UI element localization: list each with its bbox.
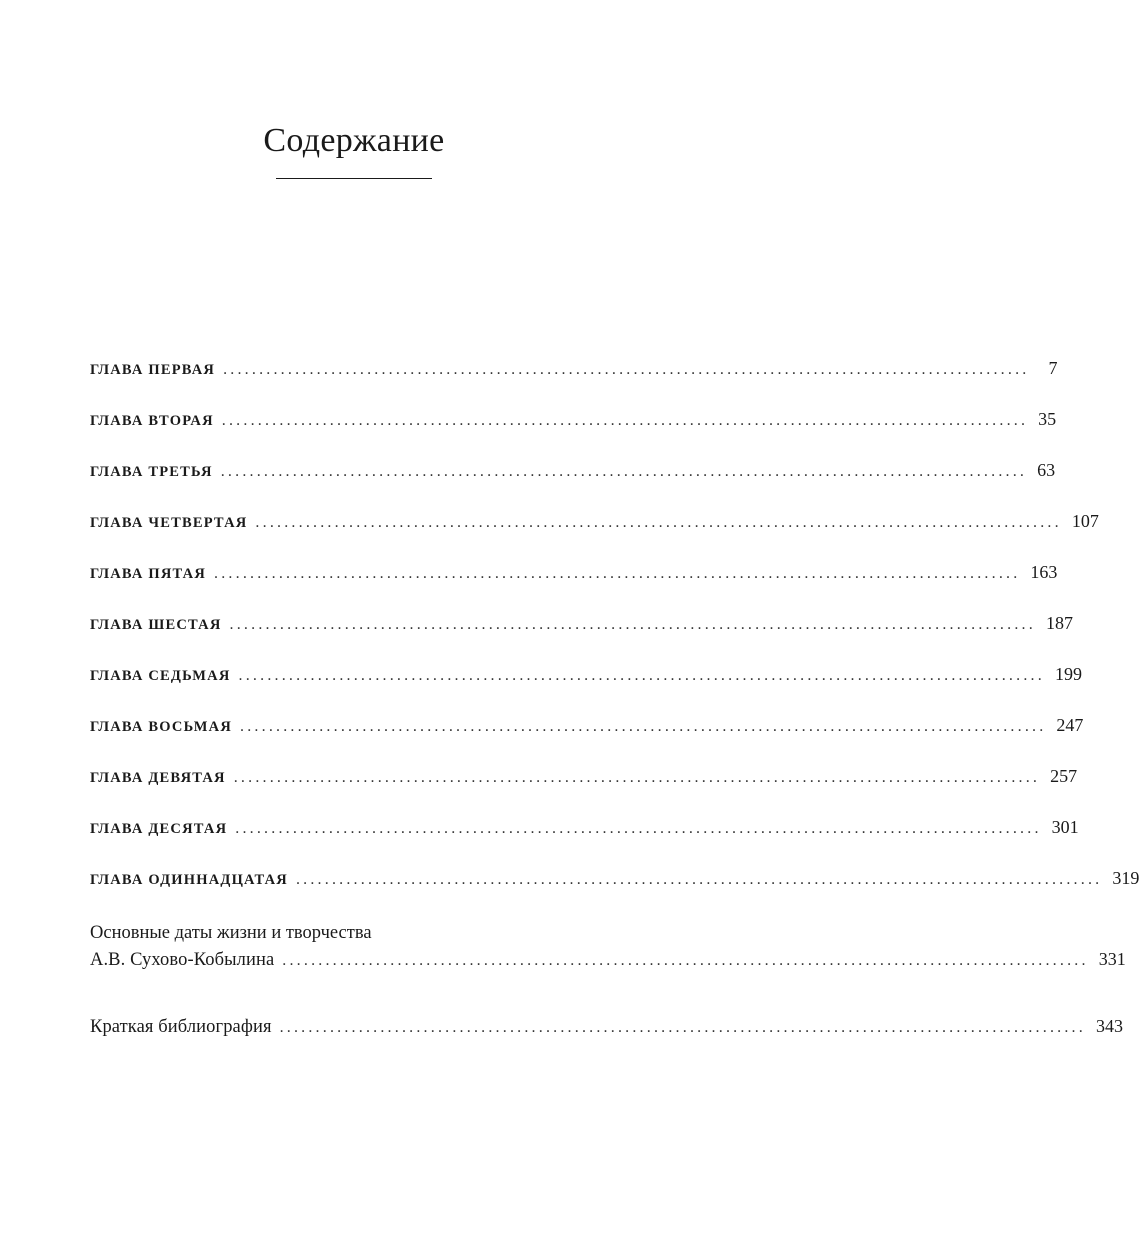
- toc-entry[interactable]: [90, 862, 1139, 913]
- toc-entry-label: ГЛАВА СЕДЬМАЯ: [90, 668, 231, 684]
- toc-entry-page: 7: [1048, 358, 1058, 378]
- toc-entry-page: 301: [1051, 817, 1079, 837]
- leader-dots: ................................................................................................................: [235, 820, 1042, 837]
- toc-entry-label-line1: Основные даты жизни и творчества: [90, 923, 372, 943]
- leader-dots: ................................................................................................................: [282, 952, 1089, 969]
- leader-dots: ................................................................................................................: [238, 667, 1045, 684]
- toc-entry-label: ГЛАВА ВОСЬМАЯ: [90, 719, 233, 735]
- leader-dots: ................................................................................................................: [233, 769, 1041, 786]
- leader-dots: ................................................................................................................: [220, 463, 1028, 480]
- toc-entry-page: 107: [1071, 511, 1099, 531]
- toc-entry[interactable]: [90, 403, 1057, 454]
- toc-entry[interactable]: [90, 658, 1082, 709]
- leader-dots: ................................................................................................................: [223, 361, 1030, 378]
- leader-dots: ................................................................................................................: [214, 565, 1021, 582]
- toc-entry-page: 199: [1054, 664, 1082, 684]
- toc-entry-page: 163: [1030, 562, 1058, 582]
- toc-entry-chronology[interactable]: [90, 917, 1126, 987]
- leader-dots: ................................................................................................................: [255, 514, 1062, 531]
- toc-entry-label: ГЛАВА ОДИННАДЦАТАЯ: [90, 872, 288, 888]
- leader-dots: ................................................................................................................: [221, 412, 1029, 429]
- table-of-contents: [90, 352, 1139, 1058]
- toc-entry[interactable]: [90, 505, 1099, 556]
- toc-entry[interactable]: [90, 352, 1058, 403]
- toc-entry-label: ГЛАВА ПЯТАЯ: [90, 566, 207, 582]
- toc-entry[interactable]: [90, 454, 1056, 505]
- toc-entry-label: ГЛАВА ПЕРВАЯ: [90, 362, 216, 378]
- leader-dots: ................................................................................................................: [229, 616, 1036, 633]
- toc-entry-page: 331: [1098, 949, 1126, 969]
- leader-dots: ................................................................................................................: [240, 718, 1047, 735]
- toc-entry-label: ГЛАВА ДЕВЯТАЯ: [90, 770, 226, 786]
- toc-entry-label: ГЛАВА ДЕСЯТАЯ: [90, 821, 228, 837]
- toc-entry[interactable]: [90, 607, 1073, 658]
- toc-entry-bibliography[interactable]: [90, 1007, 1123, 1058]
- toc-entry-page: 247: [1056, 715, 1084, 735]
- toc-entry-page: 343: [1095, 1016, 1123, 1036]
- toc-entry-label-line2: А.В. Сухово-Кобылина: [90, 950, 275, 970]
- page-title: Содержание: [263, 122, 445, 159]
- toc-entry[interactable]: [90, 709, 1084, 760]
- toc-entry-page: 257: [1050, 766, 1078, 786]
- toc-entry[interactable]: [90, 556, 1058, 607]
- toc-entry-label: Краткая библиография: [90, 1017, 272, 1037]
- toc-entry-label: ГЛАВА ВТОРАЯ: [90, 413, 214, 429]
- leader-dots: ................................................................................................................: [295, 871, 1103, 888]
- leader-dots: ................................................................................................................: [279, 1019, 1086, 1036]
- toc-entry-page: 63: [1037, 460, 1056, 480]
- toc-entry-page: 319: [1112, 868, 1139, 888]
- toc-entry[interactable]: [90, 811, 1079, 862]
- toc-entry[interactable]: [90, 760, 1078, 811]
- title-underline: [276, 178, 432, 179]
- toc-entry-page: 35: [1038, 409, 1057, 429]
- toc-entry-page: 187: [1045, 613, 1073, 633]
- toc-entry-label: ГЛАВА ТРЕТЬЯ: [90, 464, 213, 480]
- toc-entry-label: ГЛАВА ШЕСТАЯ: [90, 617, 222, 633]
- toc-entry-label: ГЛАВА ЧЕТВЕРТАЯ: [90, 515, 248, 531]
